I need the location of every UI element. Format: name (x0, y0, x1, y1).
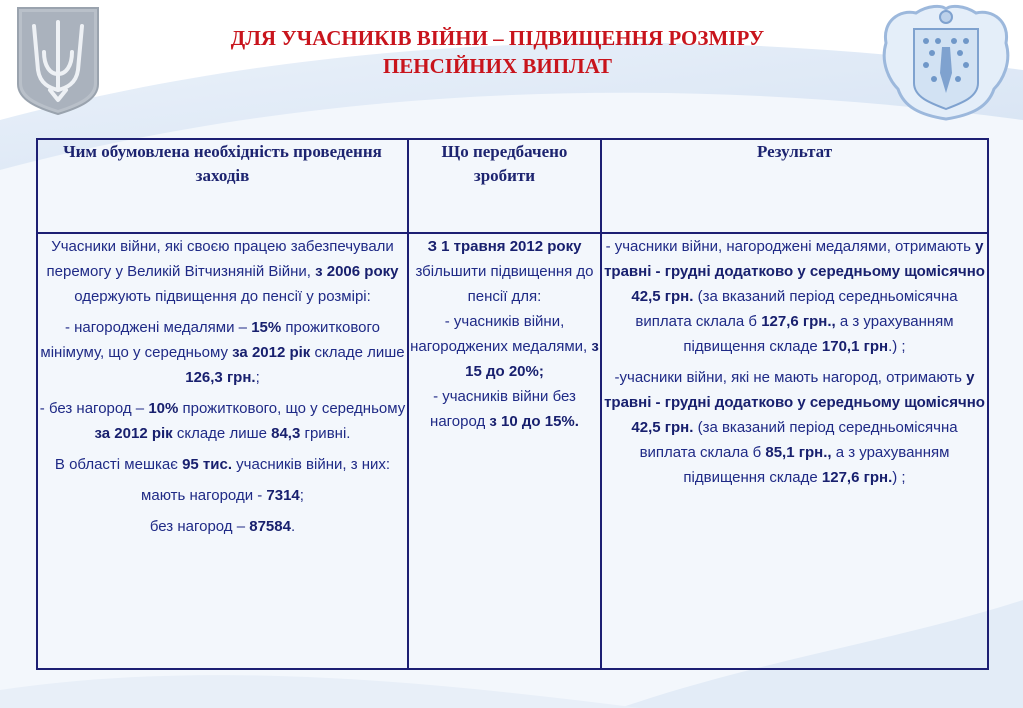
text-span: (за вказаний період середньомісячна виплата склала б (635, 288, 958, 330)
text-span: .) ; (888, 338, 906, 355)
bold-span: 127,6 грн., (761, 313, 836, 330)
text-span: . (290, 518, 296, 535)
bold-span: 85,1 грн., (765, 444, 832, 461)
bold-span: 95 тис. (182, 456, 232, 473)
text-span: -учасники війни, які не мають нагород, отримають (614, 369, 967, 386)
text-span: а з урахуванням підвищення складе (683, 444, 950, 486)
bold-span: у травні - грудні додатково у середньому щомісячно 42,5 грн. (604, 238, 985, 305)
text-span: - без нагород – (39, 400, 149, 417)
text-span: ) ; (892, 469, 906, 486)
regional-seal-icon (876, 3, 1016, 121)
bold-span: з 2006 року (315, 263, 399, 280)
title-line-2: ПЕНСІЙНИХ ВИПЛАТ (382, 54, 613, 78)
text-span: ; (255, 369, 260, 386)
text-span: мають нагороди - (141, 487, 267, 504)
text-span: (за вказаний період середньомісячна виплата склала б (639, 419, 958, 461)
text-span: ; (299, 487, 304, 504)
text-span: а з урахуванням підвищення складе (683, 313, 954, 355)
text-span: прожиткового мінімуму, що у середньому (40, 319, 381, 361)
text-span: без нагород – (149, 518, 250, 535)
text-span: складе лише (310, 344, 405, 361)
text-span: одержують підвищення до пенсії у розмірі: (74, 288, 371, 305)
result-paragraph (602, 234, 987, 359)
reason-paragraph (38, 514, 407, 539)
bold-span: 127,6 грн. (821, 469, 893, 486)
bold-span: у травні - грудні додатково у середньому щомісячно 42,5 грн. (604, 369, 985, 436)
measures-table (36, 138, 989, 670)
bold-span: за 2012 рік (94, 425, 173, 442)
reason-cell (37, 233, 408, 669)
reason-paragraph (38, 396, 407, 446)
text-span: - учасників війни без нагород (430, 388, 576, 430)
table-header-row (37, 139, 988, 233)
result-paragraph (602, 365, 987, 490)
header-result: Результат (601, 139, 988, 233)
text-span: - учасників війни, нагороджених медалями, (410, 313, 592, 355)
bold-span: за 2012 рік (232, 344, 311, 361)
bold-span: 15% (251, 319, 282, 336)
text-span: гривні. (300, 425, 351, 442)
text-span: складе лише (172, 425, 272, 442)
text-span: - нагороджені медалями – (64, 319, 252, 336)
page-title (140, 24, 855, 80)
planned-paragraph (409, 384, 600, 434)
text-span: Учасники війни, які своєю працею забезпечували перемогу у Великій Вітчизняній Війни, (46, 238, 394, 280)
bold-span: з 10 до 15%. (489, 413, 579, 430)
reason-paragraph (38, 452, 407, 477)
bold-span: 7314 (266, 487, 300, 504)
bold-span: 10% (148, 400, 179, 417)
planned-paragraph (409, 309, 600, 384)
planned-cell (408, 233, 601, 669)
title-line-1: ДЛЯ УЧАСНИКІВ ВІЙНИ – ПІДВИЩЕННЯ РОЗМІРУ (230, 26, 765, 50)
text-span: учасників війни, з них: (232, 456, 391, 473)
bold-span: 84,3 (271, 425, 301, 442)
bold-span: З 1 травня 2012 року (427, 238, 582, 255)
coat-of-arms-trident-icon (14, 4, 102, 116)
bold-span: 87584 (249, 518, 291, 535)
reason-paragraph (38, 315, 407, 390)
header-planned: Що передбачено зробити (408, 139, 601, 233)
header-reason: Чим обумовлена необхідність проведення заходів (37, 139, 408, 233)
reason-paragraph (38, 483, 407, 508)
reason-paragraph (38, 234, 407, 309)
text-span: В області мешкає (54, 456, 183, 473)
text-span: збільшити підвищення до пенсії для: (415, 263, 594, 305)
bold-span: 126,3 грн. (185, 369, 256, 386)
planned-paragraph (409, 234, 600, 309)
bold-span: 170,1 грн (821, 338, 889, 355)
bold-span: з 15 до 20%; (465, 338, 599, 380)
table-row (37, 233, 988, 669)
text-span: прожиткового, що у середньому (178, 400, 406, 417)
result-cell (601, 233, 988, 669)
text-span: - учасники війни, нагороджені медалями, отримають (605, 238, 976, 255)
